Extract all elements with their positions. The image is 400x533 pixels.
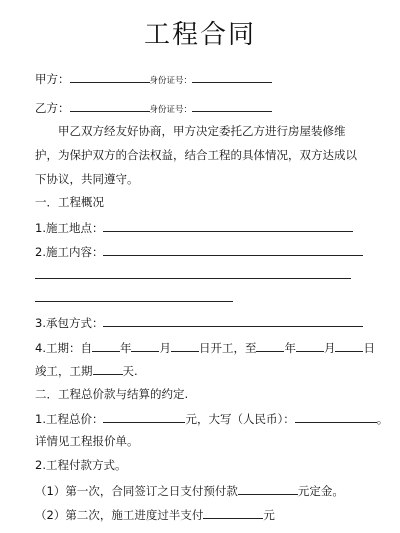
content-field-line-3[interactable] [35,301,233,302]
content-row [35,243,363,260]
party-a-id-field[interactable] [192,70,272,83]
days-label: 天. [122,364,138,378]
payment-1-amount-field[interactable] [238,482,298,495]
price-words-field[interactable] [295,410,377,423]
payment-2-amount-field[interactable] [203,506,263,519]
year-label: 年 [284,341,296,355]
start-day-field[interactable] [171,339,199,352]
price-end: 。 [376,412,389,426]
payment-1-row [35,482,344,499]
month-label: 月 [323,341,336,355]
payment-2-row [35,506,275,523]
party-b-row [35,99,272,118]
period-prefix: 4.工期：自 [35,341,92,355]
duration-days-field[interactable] [93,362,123,375]
section2-heading: 二．工程总价款与结算的约定. [35,387,189,401]
contract-type-field[interactable] [103,314,363,327]
party-a-row [35,70,272,89]
year-label: 年 [119,341,132,355]
quote-note: 详情见工程报价单。 [35,434,139,448]
price-label: 1.工程总价： [35,412,104,426]
payment-1-label: （1）第一次，合同签订之日支付预付款 [35,484,238,498]
site-row [35,219,353,236]
party-a-label: 甲方： [35,72,70,86]
price-amount-field[interactable] [103,410,185,423]
payment-heading: 2.工程付款方式。 [35,458,127,472]
content-field[interactable] [103,243,363,256]
party-b-label: 乙方： [35,101,70,115]
payment-1-suffix: 元定金。 [297,484,344,498]
content-label: 2.施工内容： [35,245,104,259]
end-day-label: 日 [363,341,375,355]
site-label: 1.施工地点： [35,221,104,235]
end-day-field[interactable] [335,339,363,352]
payment-2-label: （2）第二次，施工进度过半支付 [35,508,204,522]
price-unit-label: 元，大写（人民币）： [185,412,295,426]
document-title: 工程合同 [143,20,256,50]
section1-heading: 一．工程概况 [35,195,104,209]
start-month-field[interactable] [131,339,159,352]
site-field[interactable] [103,219,353,232]
month-label: 月 [159,341,171,355]
start-day-label: 日开工，至 [198,341,257,355]
content-field-line-2[interactable] [35,278,351,279]
payment-2-suffix: 元 [263,508,275,522]
party-a-id-label: 身份证号： [149,76,193,86]
party-a-name-field[interactable] [70,70,150,83]
party-b-id-field[interactable] [192,99,272,112]
period-row [35,339,375,356]
intro-paragraph: 甲乙双方经友好协商，甲方决定委托乙方进行房屋装修维护，为保护双方的合法权益，结合工程的具体情况，双方达成以下协议，共同遵守。 [35,124,357,186]
party-b-id-label: 身份证号： [149,105,193,115]
completion-prefix: 竣工，工期 [35,364,93,378]
completion-row [35,362,138,379]
party-b-name-field[interactable] [70,99,150,112]
contract-type-row [35,314,363,331]
end-month-field[interactable] [296,339,324,352]
start-year-field[interactable] [92,339,120,352]
price-row [35,410,388,427]
end-year-field[interactable] [256,339,284,352]
contract-type-label: 3.承包方式： [35,316,104,330]
